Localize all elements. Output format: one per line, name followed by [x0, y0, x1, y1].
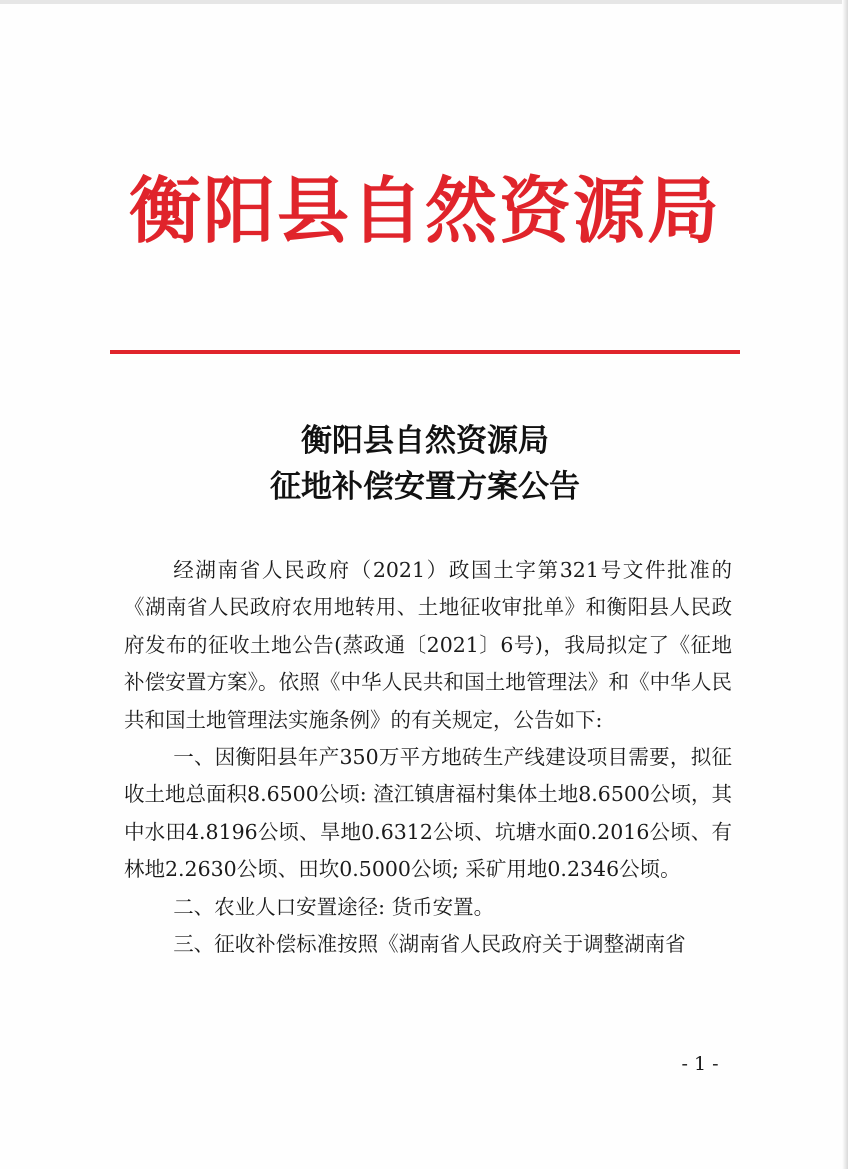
document-title-line2: 征地补偿安置方案公告 [270, 469, 580, 505]
letterhead-organization: 衡阳县自然资源局 [128, 168, 721, 253]
body-paragraph-item-2: 二、农业人口安置途径: 货币安置。 [173, 894, 495, 919]
body-paragraph-item-1: 一、因衡阳县年产350万平方地砖生产线建设项目需要，拟征收土地总面积8.6500公顷: 渣江镇唐福村集体土地8.6500公顷，其中水田4.8196公顷、旱地0.6312公顷、坑塘水面0.2016公顷、有林地2.2630公顷、田坎0.5000公顷; 采矿用地0.2346公顷。 [124, 745, 732, 882]
scan-edge-top [0, 0, 848, 4]
document-title-line1: 衡阳县自然资源局 [301, 423, 549, 459]
body-paragraph-intro: 经湖南省人民政府（2021）政国土字第321号文件批准的《湖南省人民政府农用地转用、土地征收审批单》和衡阳县人民政府发布的征收土地公告(蒸政通〔2021〕6号)，我局拟定了《征地补偿安置方案》。依照《中华人民共和国土地管理法》和《中华人民共和国土地管理法实施条例》的有关规定，公告如下: [124, 558, 732, 732]
letterhead-red-rule [110, 350, 740, 354]
page-number: - 1 - [681, 1053, 719, 1075]
scan-edge-right [842, 0, 848, 1169]
body-paragraph-item-3: 三、征收补偿标准按照《湖南省人民政府关于调整湖南省 [173, 932, 686, 957]
document-body [124, 552, 732, 963]
